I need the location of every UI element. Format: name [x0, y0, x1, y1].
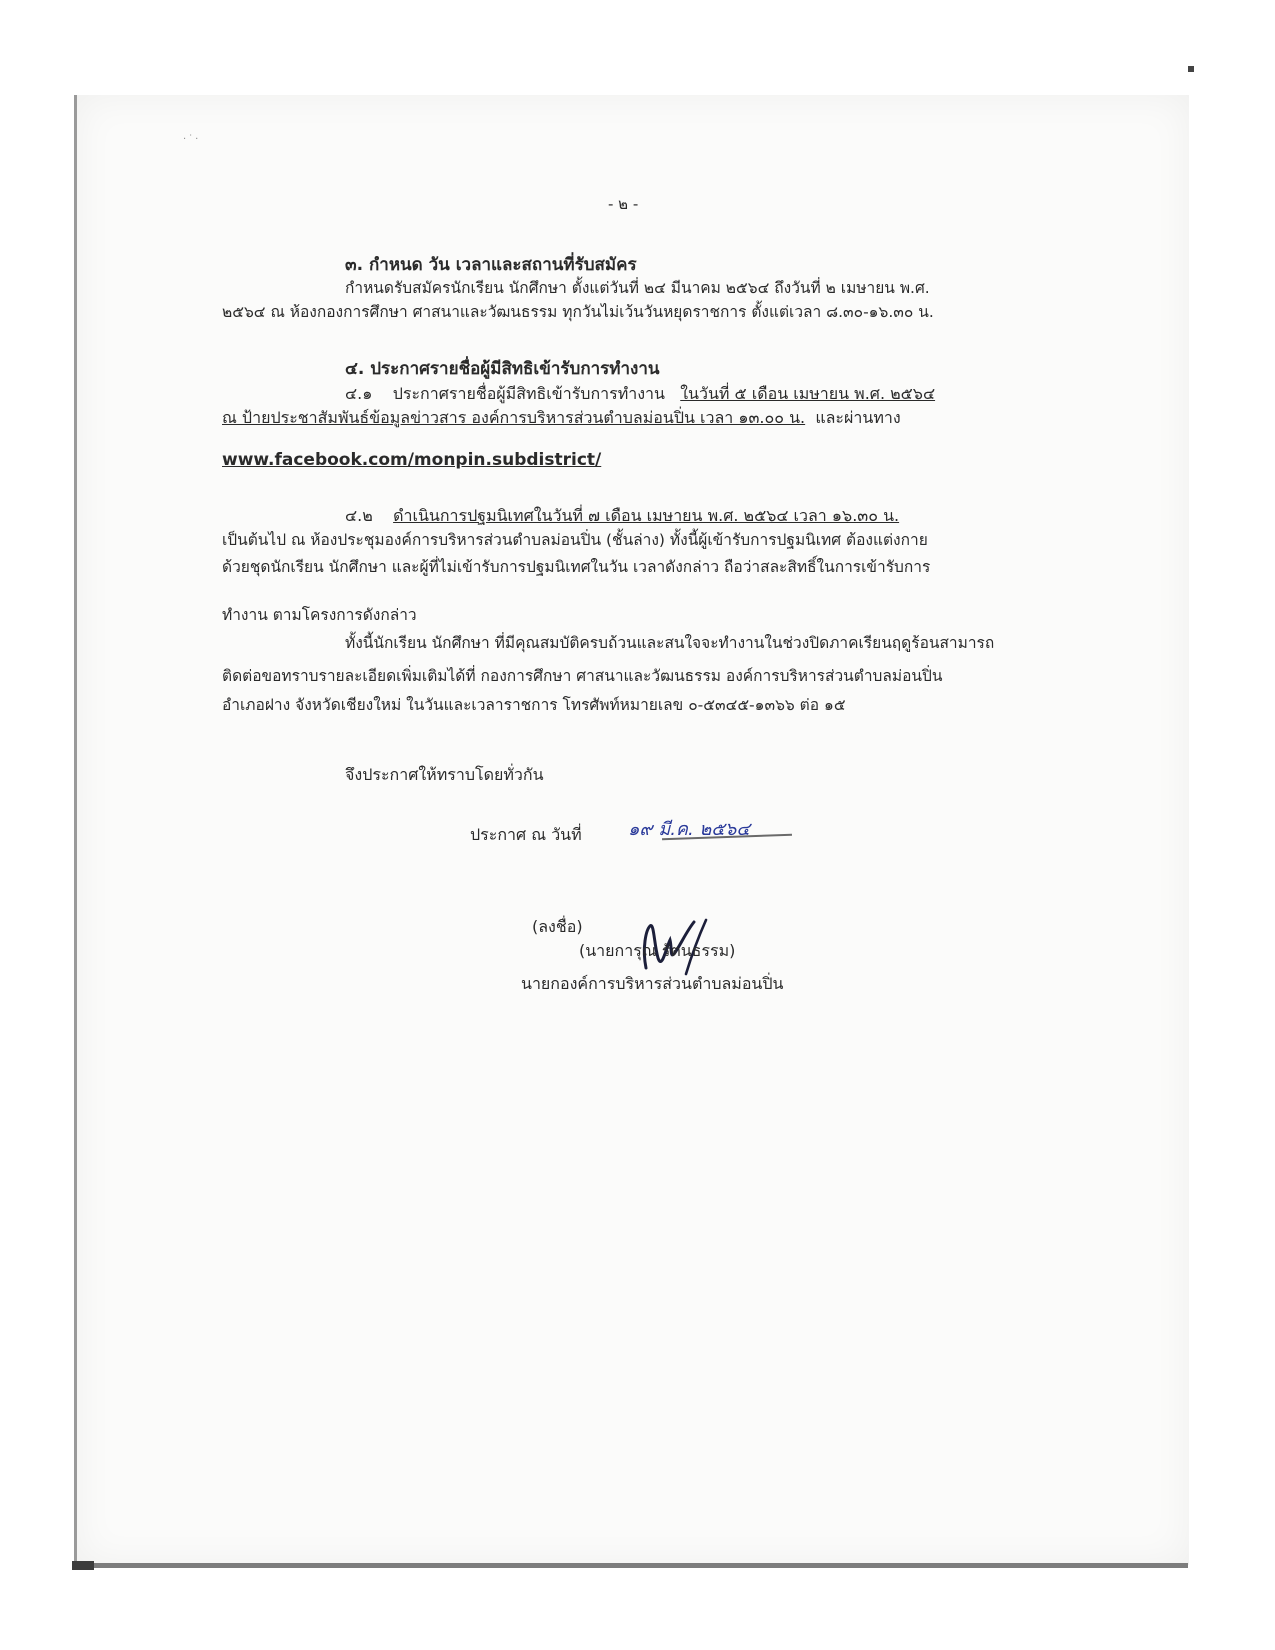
date-stamp: ๑๙ มี.ค. ๒๕๖๔	[628, 819, 750, 840]
section4-1-line1	[345, 384, 935, 404]
section4-heading: ๔. ประกาศรายชื่อผู้มีสิทธิเข้ารับการทำงาน	[345, 359, 660, 379]
dated-label: ประกาศ ณ วันที่	[470, 825, 582, 844]
section4-1-number: ๔.๑	[345, 384, 373, 403]
page-bottom-edge	[72, 1563, 1188, 1568]
section3-line2: ๒๕๖๔ ณ ห้องกองการศึกษา ศาสนาและวัฒนธรรม ทุกวันไม่เว้นวันหยุดราชการ ตั้งแต่เวลา ๘.๓๐-๑๖.๓๐ น.	[222, 303, 934, 321]
section4-2-line3: ด้วยชุดนักเรียน นักศึกษา และผู้ที่ไม่เข้ารับการปฐมนิเทศในวัน เวลาดังกล่าว ถือว่าสละสิทธิ์ในการเข้ารับการ	[222, 558, 931, 576]
section4-1-date: ในวันที่ ๕ เดือน เมษายน พ.ศ. ๒๕๖๔	[680, 384, 936, 403]
sign-label: (ลงชื่อ)	[532, 917, 583, 936]
section4-2-line4: ทำงาน ตามโครงการดังกล่าว	[222, 606, 417, 624]
scan-speck: ·˙·	[183, 134, 201, 145]
section4-2-lead: ดำเนินการปฐมนิเทศในวันที่ ๗ เดือน เมษายน พ.ศ. ๒๕๖๔ เวลา ๑๖.๓๐ น.	[393, 506, 900, 525]
section4-1-line2	[222, 408, 901, 428]
section4-1-place: ณ ป้ายประชาสัมพันธ์ข้อมูลข่าวสาร องค์การบริหารส่วนตำบลม่อนปิ่น เวลา ๑๓.๐๐ น.	[222, 408, 806, 427]
announce-line: จึงประกาศให้ทราบโดยทั่วกัน	[345, 765, 544, 784]
closing-line3: อำเภอฝาง จังหวัดเชียงใหม่ ในวันและเวลาราชการ โทรศัพท์หมายเลข ๐-๕๓๔๕-๑๓๖๖ ต่อ ๑๕	[222, 696, 846, 714]
section4-2-line1	[345, 506, 899, 526]
section3-heading: ๓. กำหนด วัน เวลาและสถานที่รับสมัคร	[345, 255, 637, 275]
signer-name: (นายการุณ รัตนธรรม)	[579, 941, 736, 960]
closing-line1: ทั้งนี้นักเรียน นักศึกษา ที่มีคุณสมบัติครบถ้วนและสนใจจะทำงานในช่วงปิดภาคเรียนฤดูร้อนสามารถ	[345, 634, 995, 652]
signer-position: นายกองค์การบริหารส่วนตำบลม่อนปิ่น	[521, 974, 784, 993]
corner-mark	[1188, 66, 1194, 72]
section4-1-tail: และผ่านทาง	[815, 408, 901, 427]
section4-2-number: ๔.๒	[345, 506, 373, 525]
closing-line2: ติดต่อขอทราบรายละเอียดเพิ่มเติมได้ที่ กองการศึกษา ศาสนาและวัฒนธรรม องค์การบริหารส่วนตำบลม่อนปิ่น	[222, 667, 943, 685]
section4-1-lead: ประกาศรายชื่อผู้มีสิทธิเข้ารับการทำงาน	[392, 384, 665, 403]
facebook-link[interactable]: www.facebook.com/monpin.subdistrict/	[222, 450, 602, 470]
section3-line1: กำหนดรับสมัครนักเรียน นักศึกษา ตั้งแต่วันที่ ๒๔ มีนาคม ๒๕๖๔ ถึงวันที่ ๒ เมษายน พ.ศ.	[345, 279, 930, 297]
section4-2-line2: เป็นต้นไป ณ ห้องประชุมองค์การบริหารส่วนตำบลม่อนปิ่น (ชั้นล่าง) ทั้งนี้ผู้เข้ารับการปฐมนิเทศ ต้องแต่งกาย	[222, 531, 928, 549]
page-number: - ๒ -	[608, 195, 639, 213]
